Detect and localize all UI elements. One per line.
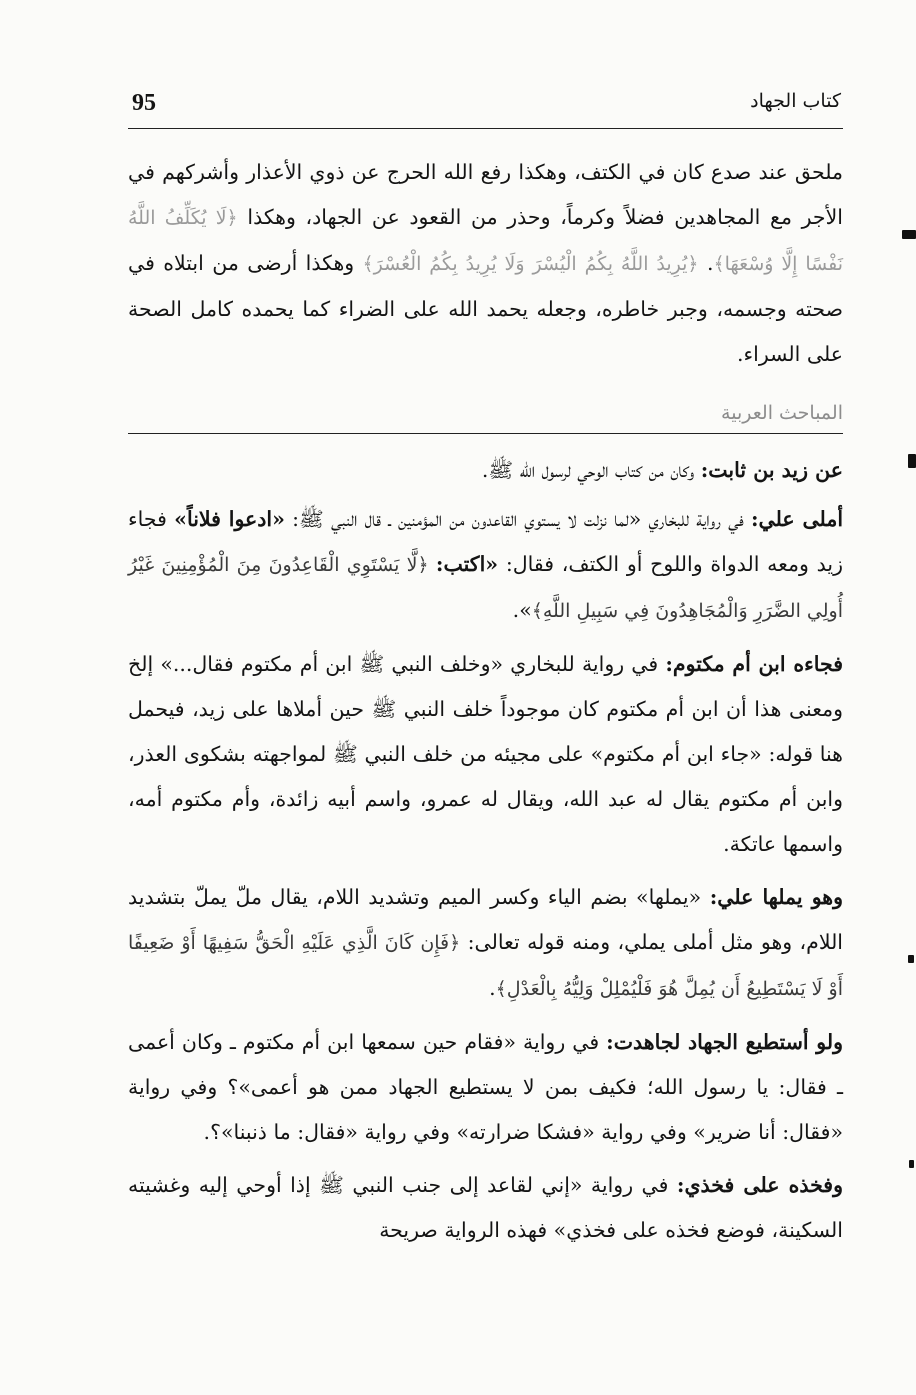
entry-paragraph	[128, 448, 843, 493]
quran-verse-2: ﴿يُرِيدُ اللَّهُ بِكُمُ الْيُسْرَ وَلَا يُرِيدُ بِكُمُ الْعُسْرَ﴾	[362, 253, 699, 275]
entry-text-3: ».	[512, 598, 532, 622]
entry-bold-quote: «ادعوا فلاناً»	[174, 507, 285, 531]
entry-paragraph	[128, 1163, 843, 1253]
entry-term: وهو يملها علي:	[709, 885, 843, 909]
margin-mark	[909, 1160, 914, 1168]
entry-bold-quote-2: «اكتب:	[435, 552, 499, 576]
running-title: كتاب الجهاد	[750, 90, 841, 112]
entry-term: ولو أستطيع الجهاد لجاهدت:	[606, 1030, 844, 1054]
quran-verse: ﴿فَإِن كَانَ الَّذِي عَلَيْهِ الْحَقُّ سَفِيهًا أَوْ ضَعِيفًا أَوْ لَا يَسْتَطِيعُ أَن يُمِلَّ هُوَ فَلْيُمْلِلْ وَلِيُّهُ بِالْعَدْلِ﴾	[128, 932, 843, 1000]
intro-text-3: وهكذا أرضى من ابتلاه في صحته وجسمه، وجبر خاطره، وجعله يحمد الله على الضراء كما يحمده كامل الصحة على السراء.	[128, 251, 843, 366]
intro-text-1: ملحق عند صدع كان في الكتف، وهكذا رفع الله الحرج عن ذوي الأعذار وأشركهم في الأجر مع المجاهدين فضلاً وكرماً، وحذر من القعود عن الجهاد، وهكذا	[128, 160, 843, 229]
entry-text: في رواية للبخاري «لما نزلت لا يستوي القاعدون من المؤمنين ـ قال النبي ﷺ:	[284, 507, 751, 531]
entry-text-2: فجاء زيد ومعه الدواة واللوح أو الكتف، فقال:	[128, 507, 844, 576]
page-body	[128, 150, 843, 1261]
entry-term: أملى علي:	[750, 507, 844, 531]
entry-paragraph	[128, 497, 843, 634]
quran-verse-1: ﴿لَا يُكَلِّفُ اللَّهُ نَفْسًا إِلَّا وُسْعَهَا﴾	[128, 207, 843, 275]
entry-paragraph	[128, 1020, 843, 1155]
entry-paragraph	[128, 875, 843, 1012]
entry-term: وفخذه على فخذي:	[676, 1173, 844, 1197]
entry-text: وكان من كتاب الوحي لرسول الله ﷺ.	[481, 458, 701, 482]
entry-text-3: .	[489, 976, 496, 1000]
entry-text: في رواية «فقام حين سمعها ابن أم مكتوم ـ وكان أعمى ـ فقال: يا رسول الله؛ فكيف بمن لا يستطيع الجهاد ممن هو أعمى»؟ وفي رواية «فقال: أنا ضرير» وفي رواية «فشكا ضرارته» وفي رواية «فقال: ما ذنبنا»؟.	[128, 1030, 843, 1144]
entry-term: فجاءه ابن أم مكتوم:	[665, 652, 843, 676]
entry-paragraph	[128, 642, 843, 867]
margin-mark	[902, 230, 916, 239]
section-title: المباحث العربية	[128, 399, 843, 434]
quran-verse: ﴿لَّا يَسْتَوِي الْقَاعِدُونَ مِنَ الْمُؤْمِنِينَ غَيْرُ أُولِي الضَّرَرِ وَالْمُجَاهِدُونَ فِي سَبِيلِ اللَّهِ﴾	[128, 554, 843, 622]
margin-mark	[908, 955, 914, 963]
entry-text: في رواية «إني لقاعد إلى جنب النبي ﷺ إذا أوحي إليه وغشيته السكينة، فوضع فخذه على فخذي» فهذه الرواية صريحة	[128, 1173, 843, 1242]
entry-text: في رواية للبخاري «وخلف النبي ﷺ ابن أم مكتوم فقال...» إلخ ومعنى هذا أن ابن أم مكتوم كان موجوداً خلف النبي ﷺ حين أملاها على زيد، فيحمل هنا قوله: «جاء ابن أم مكتوم» على مجيئه من خلف النبي ﷺ لمواجهته بشكوى العذر، وابن أم مكتوم يقال له عبد الله، ويقال له عمرو، واسم أبيه زائدة، وأم مكتوم أمه، واسمها عاتكة.	[128, 652, 843, 856]
intro-text-2: .	[698, 251, 714, 275]
page-number: 95	[132, 90, 156, 116]
intro-paragraph	[128, 150, 843, 377]
margin-mark	[908, 454, 916, 468]
page-header	[128, 88, 843, 129]
entry-term: عن زيد بن ثابت:	[700, 458, 843, 482]
entry-text: «يملها» بضم الياء وكسر الميم وتشديد اللام، يقال ملّ يملّ بتشديد اللام، وهو مثل أملى يملي، ومنه قوله تعالى:	[128, 885, 844, 954]
